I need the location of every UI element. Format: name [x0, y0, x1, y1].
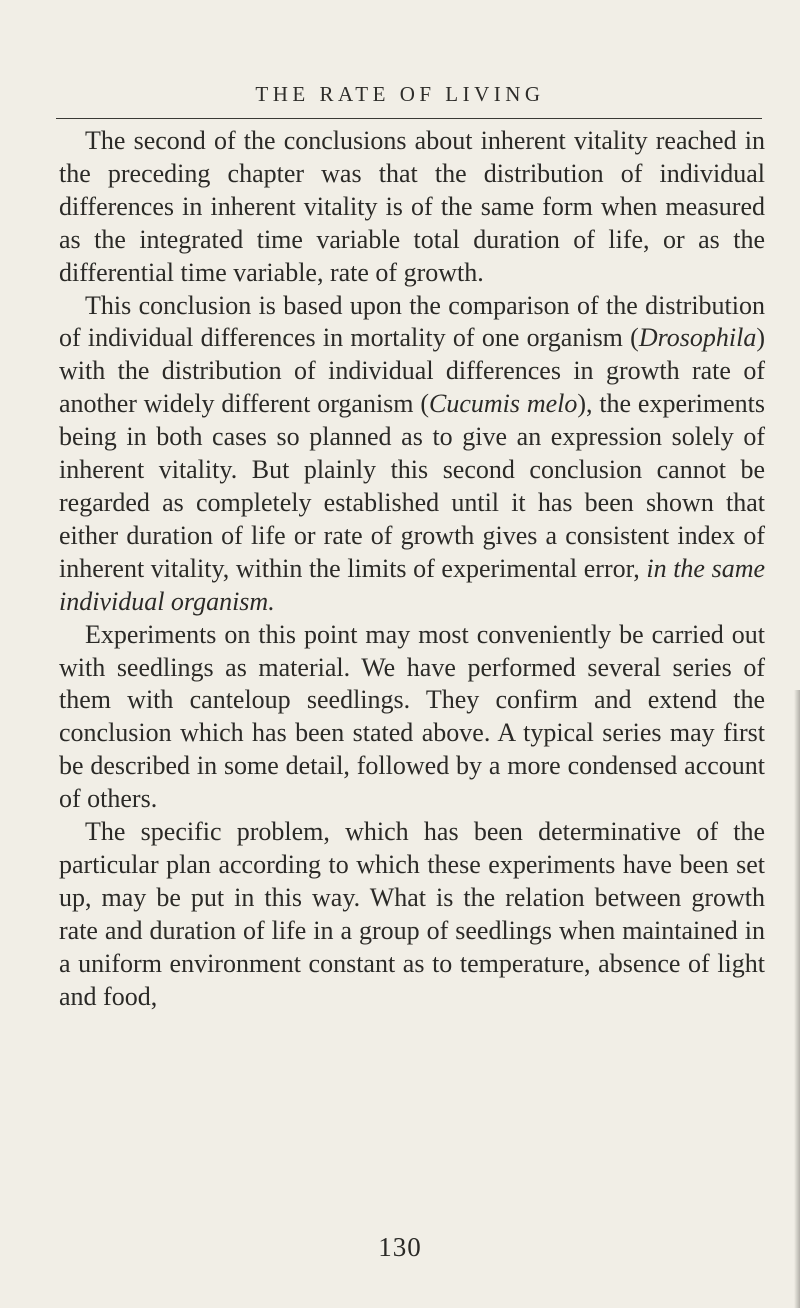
paragraph-4 [59, 816, 765, 1013]
taxon-cucumis-melo: Cucumis melo [429, 389, 578, 419]
paragraph-2-text-b: ) with the distribution of individual differences in growth rate of another widely different organism ( [59, 323, 765, 419]
paragraph-3-text: Experiments on this point may most conveniently be carried out with seedlings as material. We have performed several series of them with canteloup seedlings. They confirm and extend the conclusion which has been stated above. A typical series may first be described in some detail, followed by a more condensed account of others. [59, 619, 765, 814]
running-head: THE RATE OF LIVING [255, 82, 545, 106]
paragraph-1 [59, 125, 765, 290]
body-text [59, 125, 765, 1013]
paragraph-1-text: The second of the conclusions about inherent vitality reached in the preceding chapter was that the distribution of individual differences in inherent vitality is of the same form when measured as the integrated time variable total duration of life, or as the differential time variable, rate of growth. [59, 126, 765, 287]
page-number: 130 [378, 1232, 422, 1262]
page-edge-shadow [794, 690, 800, 1308]
paragraph-2-text-a: This conclusion is based upon the comparison of the distribution of individual differences in mortality of one organism ( [59, 290, 765, 353]
header-rule [56, 118, 762, 119]
emphasis-same-individual: in the same individual organism. [59, 553, 766, 616]
taxon-drosophila: Drosophila [638, 323, 757, 353]
paragraph-2 [59, 290, 765, 619]
paragraph-2-text-c: ), the experiments being in both cases so planned as to give an expression solely of inherent vitality. But plainly this second conclusion cannot be regarded as completely established until it has been shown that either duration of life or rate of growth gives a consistent index of inherent vitality, within the limits of experimental error, [59, 389, 765, 583]
paragraph-4-text: The specific problem, which has been determinative of the particular plan according to which these experiments have been set up, may be put in this way. What is the relation between growth rate and duration of life in a group of seedlings when maintained in a uniform environment constant as to temperature, absence of light and food, [59, 817, 765, 1011]
paragraph-3 [59, 619, 765, 816]
